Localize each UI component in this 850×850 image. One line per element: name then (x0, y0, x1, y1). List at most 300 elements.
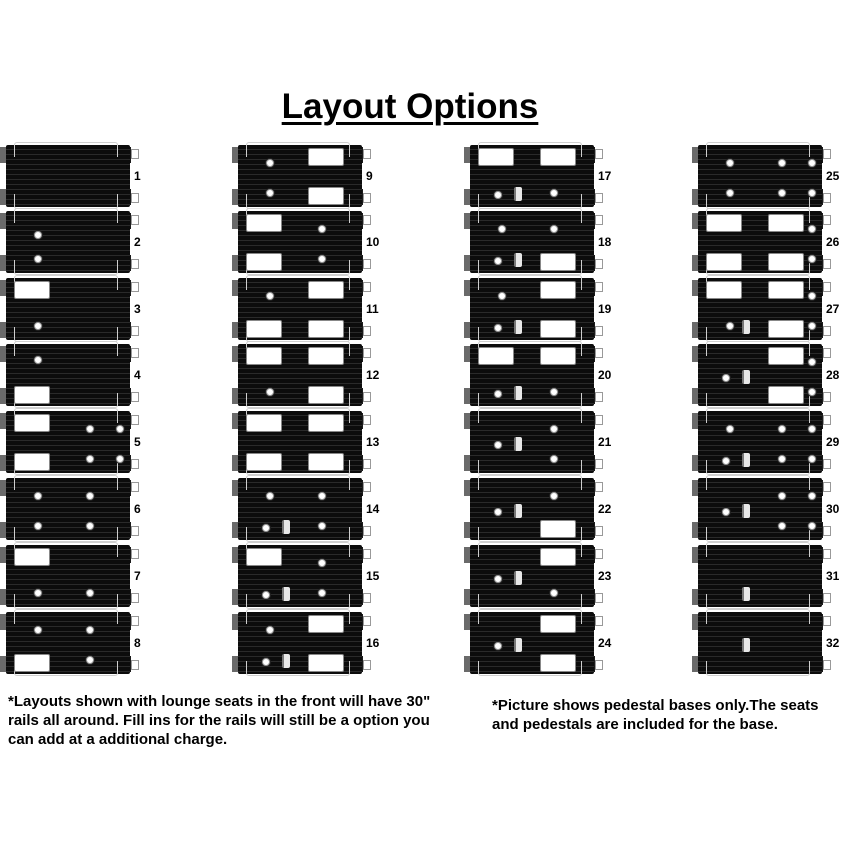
pedestal-base-icon (86, 656, 94, 664)
gate-top (363, 482, 371, 492)
lounge-seat (768, 253, 804, 271)
pontoon-nose-bottom (464, 189, 470, 205)
lounge-seat (14, 386, 50, 404)
layout-number: 15 (366, 569, 380, 583)
pontoon-nose-bottom (692, 322, 698, 338)
pedestal-base-icon (34, 626, 42, 634)
layout-diagram-30 (698, 478, 822, 540)
helm-console (282, 587, 290, 601)
rail-bottom (14, 194, 118, 209)
pontoon-nose-top (692, 480, 698, 496)
layout-number: 26 (826, 235, 840, 249)
layout-number: 27 (826, 302, 840, 316)
pontoon-nose-top (692, 213, 698, 229)
pedestal-base-icon (266, 492, 274, 500)
lounge-seat (308, 187, 344, 205)
pontoon-nose-bottom (464, 522, 470, 538)
lounge-seat (246, 320, 282, 338)
gate-top (823, 616, 831, 626)
layout-number: 30 (826, 502, 840, 516)
pedestal-base-icon (266, 189, 274, 197)
pontoon-nose-top (692, 547, 698, 563)
gate-bottom (595, 259, 603, 269)
pedestal-base-icon (498, 292, 506, 300)
pontoon-nose-bottom (0, 388, 6, 404)
pedestal-base-icon (726, 425, 734, 433)
gate-top (823, 482, 831, 492)
layout-diagram-19 (470, 278, 594, 340)
pedestal-base-icon (722, 374, 730, 382)
rail-bottom (14, 527, 118, 542)
helm-console (742, 370, 750, 384)
lounge-seat (540, 347, 576, 365)
rail-bottom (478, 594, 582, 609)
pedestal-base-icon (808, 358, 816, 366)
layout-number: 23 (598, 569, 612, 583)
pedestal-base-icon (550, 589, 558, 597)
pedestal-base-icon (808, 225, 816, 233)
layout-diagram-15 (238, 545, 362, 607)
layout-diagram-28 (698, 344, 822, 406)
rail-top (706, 408, 810, 423)
pedestal-base-icon (808, 522, 816, 530)
layout-diagram-17 (470, 145, 594, 207)
pedestal-base-icon (808, 388, 816, 396)
pedestal-base-icon (778, 522, 786, 530)
pontoon-nose-bottom (232, 522, 238, 538)
pontoon-nose-top (464, 614, 470, 630)
layout-diagram-23 (470, 545, 594, 607)
helm-console (514, 437, 522, 451)
pedestal-base-icon (808, 189, 816, 197)
layout-number: 20 (598, 368, 612, 382)
layout-diagram-31 (698, 545, 822, 607)
gate-bottom (131, 259, 139, 269)
layout-diagram-22 (470, 478, 594, 540)
pontoon-nose-top (0, 147, 6, 163)
gate-top (131, 616, 139, 626)
pontoon-nose-bottom (232, 388, 238, 404)
rail-top (706, 142, 810, 157)
helm-console (742, 453, 750, 467)
layout-number: 16 (366, 636, 380, 650)
pedestal-base-icon (778, 425, 786, 433)
pontoon-nose-bottom (692, 388, 698, 404)
layout-diagram-2 (6, 211, 130, 273)
pedestal-base-icon (778, 189, 786, 197)
pedestal-base-icon (266, 626, 274, 634)
pedestal-base-icon (808, 159, 816, 167)
layout-number: 31 (826, 569, 840, 583)
pontoon-nose-bottom (0, 255, 6, 271)
gate-bottom (131, 593, 139, 603)
pedestal-base-icon (808, 492, 816, 500)
pontoon-nose-top (464, 147, 470, 163)
gate-top (131, 348, 139, 358)
layout-number: 18 (598, 235, 612, 249)
gate-bottom (363, 660, 371, 670)
helm-console (514, 187, 522, 201)
gate-bottom (363, 459, 371, 469)
rail-bottom (14, 327, 118, 342)
gate-top (823, 215, 831, 225)
pontoon-nose-top (464, 213, 470, 229)
layout-number: 13 (366, 435, 380, 449)
gate-top (595, 348, 603, 358)
gate-top (823, 282, 831, 292)
layout-diagram-24 (470, 612, 594, 674)
lounge-seat (246, 414, 282, 432)
pedestal-base-icon (318, 255, 326, 263)
lounge-seat (308, 615, 344, 633)
rail-top (478, 408, 582, 423)
lounge-seat (706, 253, 742, 271)
layout-number: 7 (134, 569, 141, 583)
pedestal-base-icon (34, 356, 42, 364)
gate-top (363, 149, 371, 159)
gate-top (595, 415, 603, 425)
layout-number: 2 (134, 235, 141, 249)
layout-number: 3 (134, 302, 141, 316)
pontoon-nose-bottom (0, 189, 6, 205)
rail-bottom (14, 260, 118, 275)
pedestal-base-icon (808, 255, 816, 263)
pontoon-nose-top (232, 413, 238, 429)
rail-top (478, 475, 582, 490)
gate-top (131, 549, 139, 559)
pontoon-nose-bottom (232, 322, 238, 338)
layout-number: 22 (598, 502, 612, 516)
gate-top (131, 215, 139, 225)
pedestal-base-icon (318, 522, 326, 530)
pontoon-nose-bottom (464, 322, 470, 338)
rail-top (706, 475, 810, 490)
pedestal-base-icon (722, 457, 730, 465)
pedestal-base-icon (808, 425, 816, 433)
pedestal-base-icon (34, 231, 42, 239)
gate-bottom (131, 660, 139, 670)
gate-top (131, 282, 139, 292)
gate-bottom (823, 193, 831, 203)
pedestal-base-icon (34, 322, 42, 330)
gate-top (595, 282, 603, 292)
layout-number: 10 (366, 235, 380, 249)
pedestal-base-icon (262, 591, 270, 599)
pedestal-base-icon (34, 589, 42, 597)
pontoon-nose-top (464, 346, 470, 362)
lounge-seat (768, 214, 804, 232)
rail-bottom (706, 594, 810, 609)
pontoon-nose-bottom (464, 255, 470, 271)
gate-bottom (595, 193, 603, 203)
pontoon-nose-top (464, 413, 470, 429)
lounge-seat (308, 654, 344, 672)
layout-diagram-6 (6, 478, 130, 540)
layout-diagram-32 (698, 612, 822, 674)
gate-bottom (363, 392, 371, 402)
gate-bottom (131, 526, 139, 536)
pontoon-nose-bottom (464, 656, 470, 672)
pontoon-nose-bottom (692, 589, 698, 605)
pedestal-base-icon (778, 455, 786, 463)
gate-top (823, 415, 831, 425)
pontoon-nose-bottom (0, 589, 6, 605)
pedestal-base-icon (778, 159, 786, 167)
layout-diagram-20 (470, 344, 594, 406)
pedestal-base-icon (318, 589, 326, 597)
pedestal-base-icon (726, 322, 734, 330)
helm-console (514, 320, 522, 334)
rail-bottom (706, 527, 810, 542)
pedestal-base-icon (266, 292, 274, 300)
pedestal-base-icon (34, 492, 42, 500)
pedestal-base-icon (498, 225, 506, 233)
pontoon-nose-top (464, 280, 470, 296)
rail-top (14, 475, 118, 490)
layout-number: 29 (826, 435, 840, 449)
pedestal-base-icon (318, 492, 326, 500)
pedestal-base-icon (808, 292, 816, 300)
pontoon-nose-bottom (0, 656, 6, 672)
rail-top (14, 142, 118, 157)
layout-number: 19 (598, 302, 612, 316)
gate-bottom (823, 392, 831, 402)
gate-bottom (363, 193, 371, 203)
pontoon-nose-top (692, 280, 698, 296)
lounge-seat (768, 347, 804, 365)
gate-bottom (595, 593, 603, 603)
lounge-seat (540, 320, 576, 338)
pontoon-nose-bottom (464, 388, 470, 404)
rail-bottom (706, 194, 810, 209)
pontoon-nose-top (692, 346, 698, 362)
pontoon-nose-top (0, 213, 6, 229)
pontoon-nose-top (232, 280, 238, 296)
pontoon-nose-bottom (232, 189, 238, 205)
pedestal-base-icon (808, 322, 816, 330)
pedestal-base-icon (494, 575, 502, 583)
lounge-seat (308, 386, 344, 404)
lounge-seat (768, 320, 804, 338)
pontoon-nose-top (0, 480, 6, 496)
pontoon-nose-top (232, 614, 238, 630)
gate-top (823, 149, 831, 159)
pedestal-base-icon (318, 559, 326, 567)
pedestal-base-icon (86, 455, 94, 463)
gate-bottom (131, 459, 139, 469)
layout-diagram-13 (238, 411, 362, 473)
lounge-seat (706, 281, 742, 299)
layout-number: 8 (134, 636, 141, 650)
lounge-seat (246, 453, 282, 471)
pedestal-base-icon (808, 455, 816, 463)
layout-number: 28 (826, 368, 840, 382)
layout-number: 24 (598, 636, 612, 650)
gate-top (363, 415, 371, 425)
pontoon-nose-top (692, 147, 698, 163)
lounge-seat (308, 414, 344, 432)
gate-bottom (131, 326, 139, 336)
pedestal-base-icon (266, 388, 274, 396)
layout-diagram-9 (238, 145, 362, 207)
gate-top (823, 348, 831, 358)
gate-bottom (823, 326, 831, 336)
pedestal-base-icon (550, 225, 558, 233)
pontoon-nose-top (232, 547, 238, 563)
pedestal-base-icon (86, 626, 94, 634)
pedestal-base-icon (494, 324, 502, 332)
gate-top (595, 215, 603, 225)
pedestal-base-icon (726, 189, 734, 197)
pedestal-base-icon (550, 189, 558, 197)
layout-diagram-16 (238, 612, 362, 674)
gate-bottom (823, 593, 831, 603)
lounge-seat (768, 281, 804, 299)
helm-console (282, 654, 290, 668)
lounge-seat (246, 214, 282, 232)
layout-diagram-26 (698, 211, 822, 273)
pontoon-nose-top (0, 413, 6, 429)
gate-top (131, 149, 139, 159)
pedestal-base-icon (86, 522, 94, 530)
lounge-seat (14, 453, 50, 471)
pedestal-base-icon (550, 455, 558, 463)
pedestal-base-icon (262, 524, 270, 532)
pontoon-nose-top (0, 280, 6, 296)
note-pedestals: *Picture shows pedestal bases only.The seats and pedestals are included for the base. (492, 697, 819, 733)
gate-bottom (131, 392, 139, 402)
gate-bottom (131, 193, 139, 203)
gate-bottom (595, 660, 603, 670)
lounge-seat (308, 281, 344, 299)
pontoon-nose-top (232, 480, 238, 496)
pontoon-nose-top (232, 147, 238, 163)
helm-console (514, 253, 522, 267)
pedestal-base-icon (86, 425, 94, 433)
layout-diagram-7 (6, 545, 130, 607)
layout-diagram-29 (698, 411, 822, 473)
lounge-seat (540, 654, 576, 672)
layout-diagram-25 (698, 145, 822, 207)
pedestal-base-icon (262, 658, 270, 666)
pedestal-base-icon (726, 159, 734, 167)
pontoon-nose-bottom (0, 455, 6, 471)
lounge-seat (768, 386, 804, 404)
pedestal-base-icon (550, 388, 558, 396)
pedestal-base-icon (494, 441, 502, 449)
pontoon-nose-bottom (232, 656, 238, 672)
lounge-seat (706, 214, 742, 232)
lounge-seat (478, 148, 514, 166)
helm-console (742, 638, 750, 652)
helm-console (742, 504, 750, 518)
pontoon-nose-bottom (232, 255, 238, 271)
pedestal-base-icon (550, 425, 558, 433)
layout-diagram-5 (6, 411, 130, 473)
pontoon-nose-bottom (692, 455, 698, 471)
layout-diagram-8 (6, 612, 130, 674)
page-title: Layout Options (281, 87, 539, 126)
pontoon-nose-bottom (232, 589, 238, 605)
pontoon-nose-top (0, 614, 6, 630)
lounge-seat (246, 347, 282, 365)
pontoon-nose-bottom (464, 589, 470, 605)
lounge-seat (540, 253, 576, 271)
layout-number: 25 (826, 169, 840, 183)
gate-bottom (595, 459, 603, 469)
gate-top (131, 415, 139, 425)
pedestal-base-icon (34, 255, 42, 263)
rail-bottom (706, 661, 810, 676)
gate-bottom (363, 526, 371, 536)
layout-diagram-27 (698, 278, 822, 340)
pedestal-base-icon (494, 508, 502, 516)
layout-diagram-11 (238, 278, 362, 340)
rail-top (478, 208, 582, 223)
gate-top (363, 616, 371, 626)
lounge-seat (540, 520, 576, 538)
rail-top (14, 208, 118, 223)
gate-bottom (363, 326, 371, 336)
gate-top (823, 549, 831, 559)
layout-number: 5 (134, 435, 141, 449)
layout-number: 9 (366, 169, 373, 183)
gate-top (595, 616, 603, 626)
lounge-seat (14, 414, 50, 432)
pedestal-base-icon (318, 225, 326, 233)
pontoon-nose-top (464, 547, 470, 563)
gate-bottom (823, 459, 831, 469)
lounge-seat (308, 347, 344, 365)
layout-diagram-3 (6, 278, 130, 340)
gate-bottom (363, 593, 371, 603)
layout-number: 12 (366, 368, 380, 382)
gate-bottom (363, 259, 371, 269)
lounge-seat (14, 281, 50, 299)
rail-top (706, 609, 810, 624)
helm-console (514, 638, 522, 652)
pontoon-nose-top (692, 413, 698, 429)
lounge-seat (308, 148, 344, 166)
gate-bottom (595, 392, 603, 402)
gate-bottom (595, 526, 603, 536)
gate-top (363, 348, 371, 358)
helm-console (514, 571, 522, 585)
note-rails: *Layouts shown with lounge seats in the front will have 30" rails all around. Fill ins for the rails will still be a option you can add at a additional charge. (8, 693, 431, 748)
layout-diagram-14 (238, 478, 362, 540)
gate-top (595, 149, 603, 159)
layout-number: 17 (598, 169, 612, 183)
layout-number: 32 (826, 636, 840, 650)
rail-bottom (14, 594, 118, 609)
layout-number: 21 (598, 435, 612, 449)
layout-number: 1 (134, 169, 141, 183)
layout-diagram-18 (470, 211, 594, 273)
lounge-seat (478, 347, 514, 365)
pontoon-nose-top (692, 614, 698, 630)
pontoon-nose-bottom (692, 255, 698, 271)
pontoon-nose-top (464, 480, 470, 496)
pedestal-base-icon (116, 425, 124, 433)
layout-number: 6 (134, 502, 141, 516)
pontoon-nose-top (232, 213, 238, 229)
pontoon-nose-top (0, 547, 6, 563)
pedestal-base-icon (266, 159, 274, 167)
lounge-seat (540, 615, 576, 633)
helm-console (514, 386, 522, 400)
lounge-seat (540, 281, 576, 299)
lounge-seat (246, 253, 282, 271)
